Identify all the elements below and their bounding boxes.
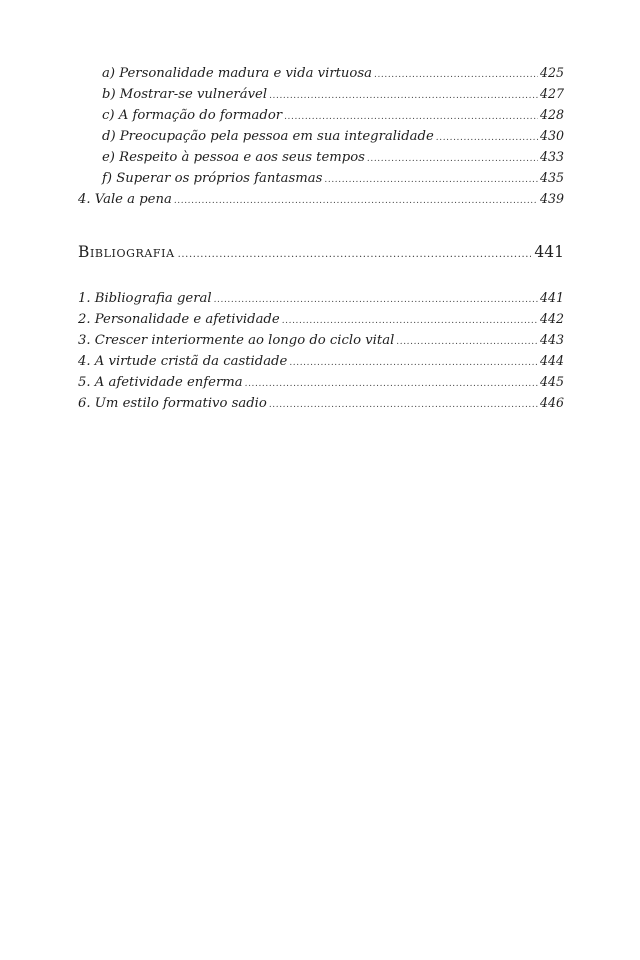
toc-entry-label: d) Preocupação pela pessoa em sua integralidade xyxy=(102,129,434,144)
toc-entry-label: 6. Um estilo formativo sadio xyxy=(78,396,267,411)
dot-leader xyxy=(374,71,538,80)
dot-leader xyxy=(282,317,538,326)
dot-leader xyxy=(245,380,538,389)
dot-leader xyxy=(289,359,538,368)
toc-entry-page: 444 xyxy=(539,353,564,368)
dot-leader xyxy=(324,176,538,185)
toc-entry-page: 427 xyxy=(539,86,564,101)
toc-entry xyxy=(78,287,564,308)
toc-entry-page: 433 xyxy=(539,149,564,164)
toc-entry xyxy=(78,125,564,146)
toc-section-heading xyxy=(78,240,564,264)
toc-entry-page: 443 xyxy=(539,332,564,347)
toc-entry xyxy=(78,371,564,392)
toc-entry xyxy=(78,329,564,350)
dot-leader xyxy=(367,155,538,164)
toc-entry-label: c) A formação do formador xyxy=(102,108,283,123)
toc-entry xyxy=(78,83,564,104)
toc-entry-label: 1. Bibliografia geral xyxy=(78,291,212,306)
dot-leader xyxy=(269,92,538,101)
section-heading-label: Bibliografia xyxy=(78,243,175,261)
toc-entry-page: 446 xyxy=(539,395,564,410)
toc-entry-page: 425 xyxy=(539,65,564,80)
toc-entry-label: f) Superar os próprios fantasmas xyxy=(102,171,323,186)
dot-leader xyxy=(214,296,538,305)
toc-entry xyxy=(78,392,564,413)
dot-leader xyxy=(436,134,538,143)
toc-entry-label: 3. Crescer interiormente ao longo do ciclo vital xyxy=(78,333,395,348)
toc-entry xyxy=(78,188,564,209)
dot-leader xyxy=(178,250,532,260)
table-of-contents xyxy=(78,62,564,413)
toc-entry-page: 445 xyxy=(539,374,564,389)
toc-entry-label: 4. Vale a pena xyxy=(78,192,172,207)
toc-entry-page: 435 xyxy=(539,170,564,185)
toc-entry xyxy=(78,62,564,83)
toc-entry xyxy=(78,167,564,188)
toc-entry-label: a) Personalidade madura e vida virtuosa xyxy=(102,66,372,81)
toc-entry-page: 439 xyxy=(539,191,564,206)
dot-leader xyxy=(396,338,538,347)
section-heading-page: 441 xyxy=(534,243,564,261)
toc-entry-label: e) Respeito à pessoa e aos seus tempos xyxy=(102,150,365,165)
toc-entry-label: 5. A afetividade enferma xyxy=(78,375,243,390)
toc-entry-page: 442 xyxy=(539,311,564,326)
dot-leader xyxy=(284,113,538,122)
toc-entry-label: b) Mostrar-se vulnerável xyxy=(102,87,268,102)
toc-entry xyxy=(78,308,564,329)
dot-leader xyxy=(174,197,538,206)
toc-entry xyxy=(78,146,564,167)
toc-entry-label: 4. A virtude cristã da castidade xyxy=(78,354,288,369)
toc-entry-page: 430 xyxy=(539,128,564,143)
toc-entry xyxy=(78,104,564,125)
toc-entry-page: 428 xyxy=(539,107,564,122)
toc-entry-label: 2. Personalidade e afetividade xyxy=(78,312,280,327)
toc-entry xyxy=(78,350,564,371)
dot-leader xyxy=(269,401,538,410)
toc-entry-page: 441 xyxy=(539,290,564,305)
